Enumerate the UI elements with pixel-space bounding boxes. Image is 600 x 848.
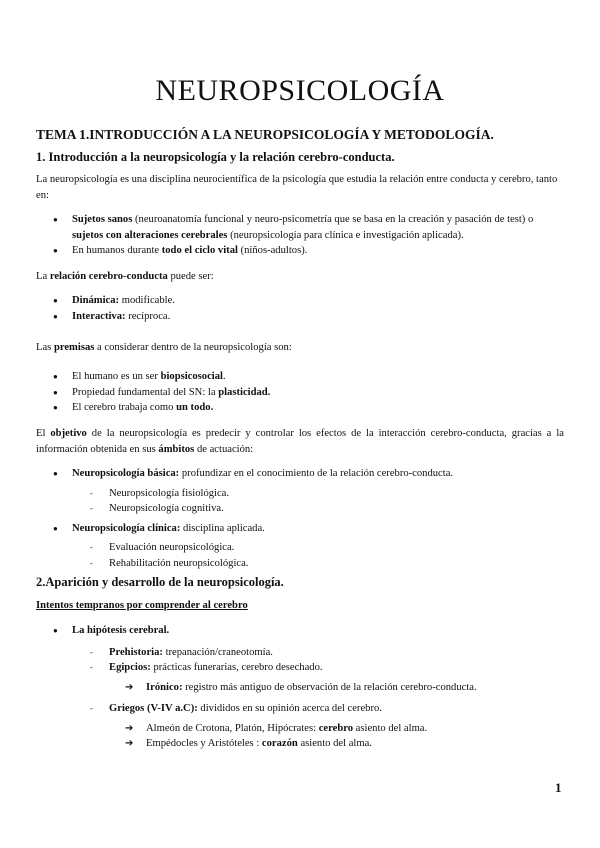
list-item: - Neuropsicología fisiológica. bbox=[72, 486, 564, 502]
hipotesis-sublist bbox=[72, 645, 564, 752]
list-item: ● Dinámica: modificable. bbox=[36, 293, 564, 309]
list-item: ● Sujetos sanos (neuroanatomía funcional y neuro-psicometría que se basa en la creación y pasación de test) o sujetos con alteraciones cerebrales (neuropsicología para clínica e investigación aplicada). bbox=[36, 212, 564, 243]
list-item: - Rehabilitación neuropsicológica. bbox=[72, 556, 564, 572]
list-item: ● En humanos durante todo el ciclo vital (niños-adultos). bbox=[36, 243, 564, 259]
list-item: - Egipcios: prácticas funerarias, cerebro desechado. ➔ Irónico: registro más antiguo de observación de la relación cerebro-conducta. bbox=[72, 660, 564, 695]
list-item: ● Propiedad fundamental del SN: la plasticidad. bbox=[36, 385, 564, 401]
list-item: ● El cerebro trabaja como un todo. bbox=[36, 400, 564, 416]
clinica-sublist bbox=[72, 540, 564, 571]
relacion-list bbox=[36, 293, 564, 324]
intro-paragraph: La neuropsicología es una disciplina neurocientífica de la psicología que estudia la relación entre conducta y cerebro, tanto en: bbox=[36, 174, 558, 201]
hipotesis-list bbox=[36, 623, 564, 756]
page-number: 1 bbox=[555, 780, 562, 795]
list-item: - Neuropsicología cognitiva. bbox=[72, 501, 564, 517]
tema-heading: TEMA 1.INTRODUCCIÓN A LA NEUROPSICOLOGÍA Y METODOLOGÍA. bbox=[36, 127, 494, 142]
premisas-list bbox=[36, 369, 564, 416]
list-item: ➔ Almeón de Crotona, Platón, Hipócrates: cerebro asiento del alma. bbox=[109, 721, 564, 737]
griegos-sublist bbox=[109, 721, 564, 752]
document-title: NEUROPSICOLOGÍA bbox=[155, 74, 445, 107]
list-item: ● Interactiva: recíproca. bbox=[36, 309, 564, 325]
list-item: ● Neuropsicología clínica: disciplina aplicada. - Evaluación neuropsicológica. - Rehabilitación neuropsicológica. bbox=[36, 521, 564, 572]
sujetos-list bbox=[36, 212, 564, 259]
list-item: - Griegos (V-IV a.C): divididos en su opinión acerca del cerebro. ➔ Almeón de Crotona, Platón, Hipócrates: cerebro asiento del alma. ➔ Empédocles y Aristóteles : corazón asiento del alma. bbox=[72, 701, 564, 752]
premisas-paragraph: Las premisas a considerar dentro de la neuropsicología son: bbox=[36, 342, 292, 353]
list-item: ➔ Irónico: registro más antiguo de observación de la relación cerebro-conducta. bbox=[109, 680, 564, 696]
list-item: ➔ Empédocles y Aristóteles : corazón asiento del alma. bbox=[109, 736, 564, 752]
egipcios-sublist bbox=[109, 680, 564, 696]
ambitos-list bbox=[36, 466, 564, 575]
section-2-subheading: Intentos tempranos por comprender al cerebro bbox=[36, 600, 248, 611]
relacion-paragraph: La relación cerebro-conducta puede ser: bbox=[36, 271, 214, 282]
list-item: ● La hipótesis cerebral. - Prehistoria: trepanación/craneotomía. - Egipcios: prácticas funerarias, cerebro desechado. ➔ Irónico: registro más antiguo de observación de la relación cerebro-conducta. - Griegos (V-IV a.C): divididos en su opinión acerca del cerebro. ➔ Almeón de Crotona, Platón, Hipócrates: cerebro asiento del alma. ➔ Empédocles y Aristóteles : corazón asiento del alma. bbox=[36, 623, 564, 752]
list-item: ● El humano es un ser biopsicosocial. bbox=[36, 369, 564, 385]
objetivo-paragraph: El objetivo de la neuropsicología es predecir y controlar los efectos de la interacción cerebro-conducta, gracias a la información obtenida en sus ámbitos de actuación: bbox=[36, 428, 564, 455]
basica-sublist bbox=[72, 486, 564, 517]
section-2-heading: 2.Aparición y desarrollo de la neuropsicología. bbox=[36, 575, 284, 589]
list-item: - Evaluación neuropsicológica. bbox=[72, 540, 564, 556]
section-1-heading: 1. Introducción a la neuropsicología y la relación cerebro-conducta. bbox=[36, 150, 395, 164]
list-item: - Prehistoria: trepanación/craneotomía. bbox=[72, 645, 564, 661]
list-item: ● Neuropsicología básica: profundizar en el conocimiento de la relación cerebro-conducta. - Neuropsicología fisiológica. - Neuropsicología cognitiva. bbox=[36, 466, 564, 517]
